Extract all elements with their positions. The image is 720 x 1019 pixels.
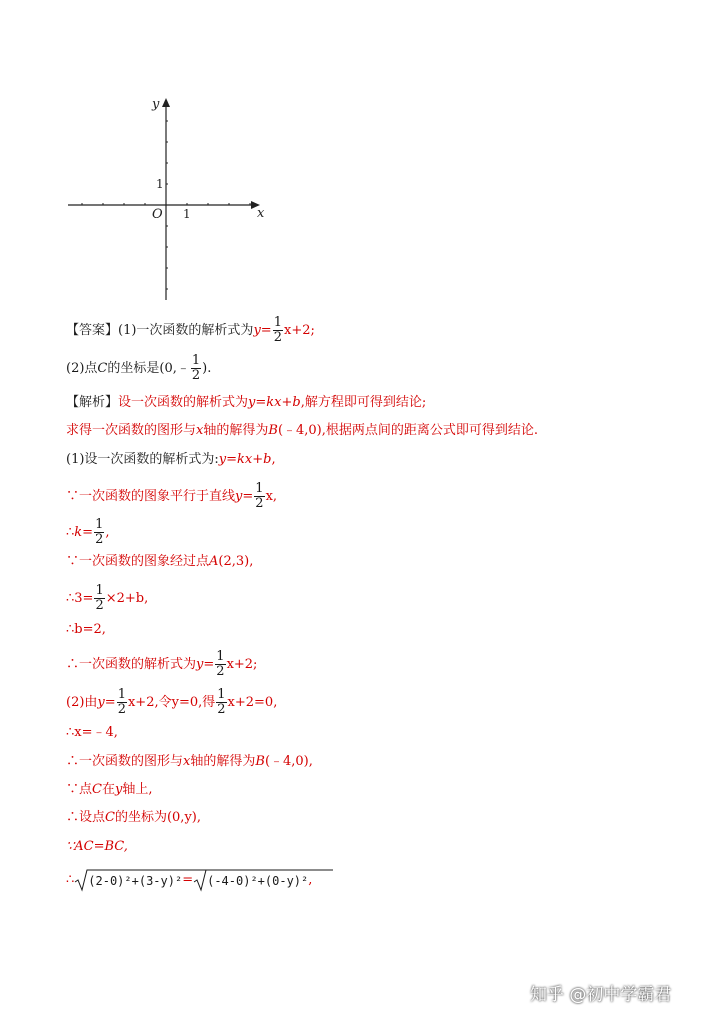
analysis-line-1: 【解析】设一次函数的解析式为y=kx+b,解方程即可得到结论; [66, 395, 427, 410]
answer-line-1: 【答案】(1)一次函数的解析式为y= $\frac{1}{2}$ x+2; [66, 315, 315, 345]
analysis-tag: 【解析】 [66, 395, 119, 410]
step-1: (1)设一次函数的解析式为:y=kx+b, [66, 452, 276, 467]
step-14: ∴ (2-0)²+(3-y)²= (-4-0)²+(0-y)², [66, 868, 312, 892]
step-8: (2)由y= $\frac{1}{2}$ x+2,令y=0,得 $\frac{1}{2}$ x+2=0, [66, 687, 278, 717]
y-axis-arrow [162, 98, 170, 107]
coordinate-axes [60, 88, 280, 308]
square-root: (2-0)²+(3-y)² [74, 868, 182, 892]
fraction: $\frac{1}{2}$ [95, 583, 104, 613]
answer-line-2: (2)点C的坐标是(0,﹣ $\frac{1}{2}$ ). [66, 353, 212, 383]
fraction: $\frac{1}{2}$ [117, 687, 126, 717]
step-2: ∵一次函数的图象平行于直线y= $\frac{1}{2}$ x, [66, 481, 278, 511]
fraction: $\frac{1}{2}$ [217, 687, 226, 717]
step-4: ∵一次函数的图象经过点A(2,3), [66, 554, 254, 569]
x-tick-label: 1 [183, 207, 191, 221]
fraction: $\frac{1}{2}$ [216, 649, 225, 679]
radical-sign-icon [193, 868, 333, 892]
step-12: ∴设点C的坐标为(0,y), [66, 810, 201, 825]
step-3: ∴k= $\frac{1}{2}$ , [66, 517, 110, 547]
step-9: ∴x=﹣4, [66, 725, 118, 740]
origin-label: O [152, 207, 163, 222]
square-root: (-4-0)²+(0-y)² [193, 868, 308, 892]
fraction: $\frac{1}{2}$ [95, 517, 104, 547]
step-11: ∵点C在y轴上, [66, 782, 153, 797]
step-6: ∴b=2, [66, 622, 106, 637]
y-tick-label: 1 [156, 177, 164, 191]
fraction: $\frac{1}{2}$ [273, 315, 282, 345]
fraction: $\frac{1}{2}$ [255, 481, 264, 511]
analysis-line-2: 求得一次函数的图形与x轴的解得为B(﹣4,0),根据两点间的距离公式即可得到结论. [66, 423, 539, 438]
fraction: $\frac{1}{2}$ [191, 353, 201, 383]
step-10: ∴一次函数的图形与x轴的解得为B(﹣4,0), [66, 754, 313, 769]
answer-tag: 【答案】 [66, 323, 119, 338]
y-axis-label: y [152, 97, 160, 112]
step-7: ∴一次函数的解析式为y= $\frac{1}{2}$ x+2; [66, 649, 258, 679]
x-axis-label: x [257, 206, 265, 221]
step-5: ∴3= $\frac{1}{2}$ ×2+b, [66, 583, 149, 613]
watermark: 知乎 @初中学霸君 [530, 985, 672, 1005]
step-13: ∵AC=BC, [66, 839, 128, 854]
